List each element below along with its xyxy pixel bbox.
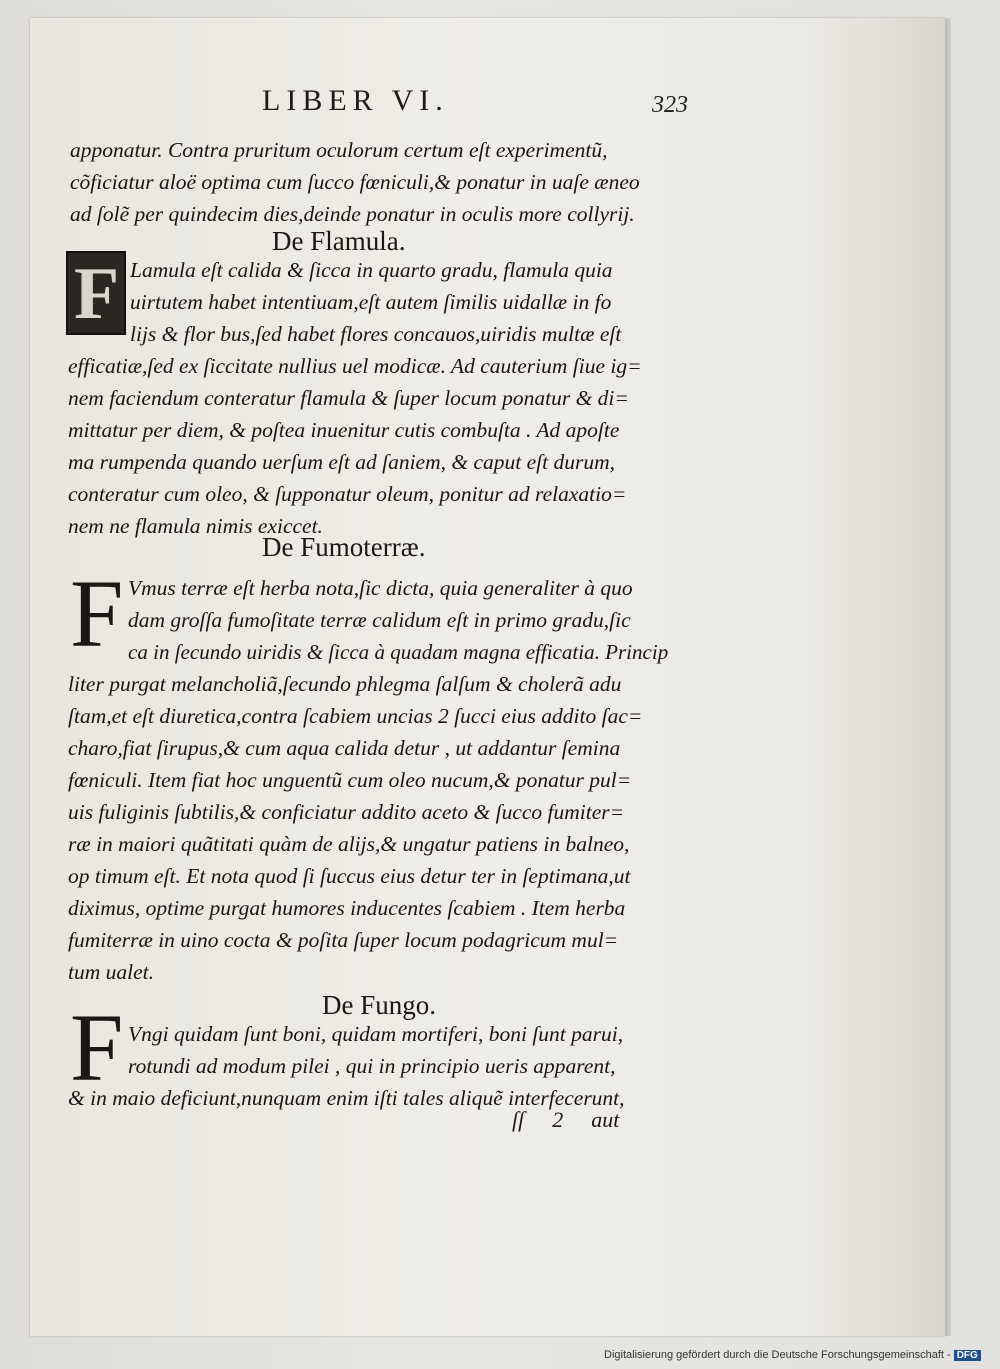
fumoterrae-line-5: ſtam,et eſt diuretica,contra ſcabiem uncias 2 ſucci eius addito ſac= — [68, 704, 643, 728]
running-title: LIBER VI. — [262, 84, 449, 117]
credit-text: Digitalisierung gefördert durch die Deutsche Forschungsgemeinschaft - — [604, 1349, 951, 1361]
fumoterrae-line-9: ræ in maiori quãtitati quàm de alijs,& ungatur patiens in balneo, — [68, 832, 630, 856]
fumoterrae-line-12: fumiterræ in uino cocta & poſita ſuper locum podagricum mul= — [68, 928, 619, 952]
fumoterrae-line-4: liter purgat melancholiã,ſecundo phlegma ſalſum & cholerã adu — [68, 672, 622, 696]
signature-mark: ſſ — [512, 1107, 525, 1132]
initial-f-fungo: F — [70, 994, 124, 1101]
fumoterrae-line-8: uis fuliginis ſubtilis,& conficiatur addito aceto & ſucco fumiter= — [68, 800, 625, 824]
section-heading-fungo: De Fungo. — [322, 990, 436, 1020]
fumoterrae-line-13: tum ualet. — [68, 960, 154, 984]
fumoterrae-line-6: charo,fiat ſirupus,& cum aqua calida detur , ut addantur ſemina — [68, 736, 621, 760]
page-number: 323 — [652, 92, 688, 118]
flamula-line-6: mittatur per diem, & poſtea inuenitur cutis combuſta . Ad apoſte — [68, 418, 620, 442]
fumoterrae-line-10: op timum eſt. Et nota quod ſi ſuccus eius detur ter in ſeptimana,ut — [68, 864, 631, 888]
flamula-line-7: ma rumpenda quando uerſum eſt ad ſaniem, & caput eſt durum, — [68, 450, 616, 474]
intro-line-1: apponatur. Contra pruritum oculorum certum eſt experimentũ, — [70, 138, 608, 162]
fungo-line-3: & in maio deficiunt,nunquam enim iſti tales aliquẽ interfecerunt, — [68, 1086, 625, 1110]
flamula-line-4: efficatiæ,ſed ex ſiccitate nullius uel modicæ. Ad cauterium ſiue ig= — [68, 354, 642, 378]
fumoterrae-line-2: dam groſſa fumoſitate terræ calidum eſt in primo gradu,ſic — [128, 608, 631, 632]
section-heading-flamula: De Flamula. — [272, 226, 406, 256]
flamula-line-5: nem faciendum conteratur flamula & ſuper locum ponatur & di= — [68, 386, 629, 410]
flamula-line-1: Lamula eſt calida & ſicca in quarto gradu, flamula quia — [130, 258, 613, 282]
fumoterrae-line-3: ca in ſecundo uiridis & ſicca à quadam magna efficatia. Princip — [128, 640, 669, 664]
page-edge-shadow — [945, 18, 951, 1336]
fumoterrae-line-7: fœniculi. Item fiat hoc unguentũ cum oleo nucum,& ponatur pul= — [68, 768, 632, 792]
flamula-line-2: uirtutem habet intentiuam,eſt autem ſimilis uidallæ in fo — [130, 290, 612, 314]
page-footer — [512, 1107, 647, 1133]
fumoterrae-line-11: diximus, optime purgat humores inducentes ſcabiem . Item herba — [68, 896, 626, 920]
fungo-line-1: Vngi quidam ſunt boni, quidam mortiferi, boni ſunt parui, — [128, 1022, 624, 1046]
intro-line-3: ad ſolẽ per quindecim dies,deinde ponatur in oculis more collyrij. — [70, 202, 635, 226]
fungo-line-2: rotundi ad modum pilei , qui in principio ueris apparent, — [128, 1054, 616, 1078]
flamula-line-9: nem ne flamula nimis exiccet. — [68, 514, 323, 538]
intro-line-2: cõficiatur aloë optima cum ſucco fœniculi,& ponatur in uaſe æneo — [70, 170, 640, 194]
fumoterrae-line-1: Vmus terræ eſt herba nota,ſic dicta, quia generaliter à quo — [128, 576, 633, 600]
flamula-line-3: lijs & flor bus,ſed habet flores concauos,uiridis multæ eſt — [130, 322, 622, 346]
decorated-initial-f: F — [66, 251, 126, 335]
initial-f-fumoterrae: F — [70, 560, 124, 667]
signature-number: 2 — [552, 1107, 564, 1132]
catchword: aut — [591, 1107, 620, 1132]
dfg-logo: DFG — [954, 1350, 981, 1361]
digitization-credit — [604, 1349, 994, 1365]
section-heading-fumoterrae: De Fumoterræ. — [262, 532, 426, 562]
flamula-line-8: conteratur cum oleo, & ſupponatur oleum, ponitur ad relaxatio= — [68, 482, 627, 506]
